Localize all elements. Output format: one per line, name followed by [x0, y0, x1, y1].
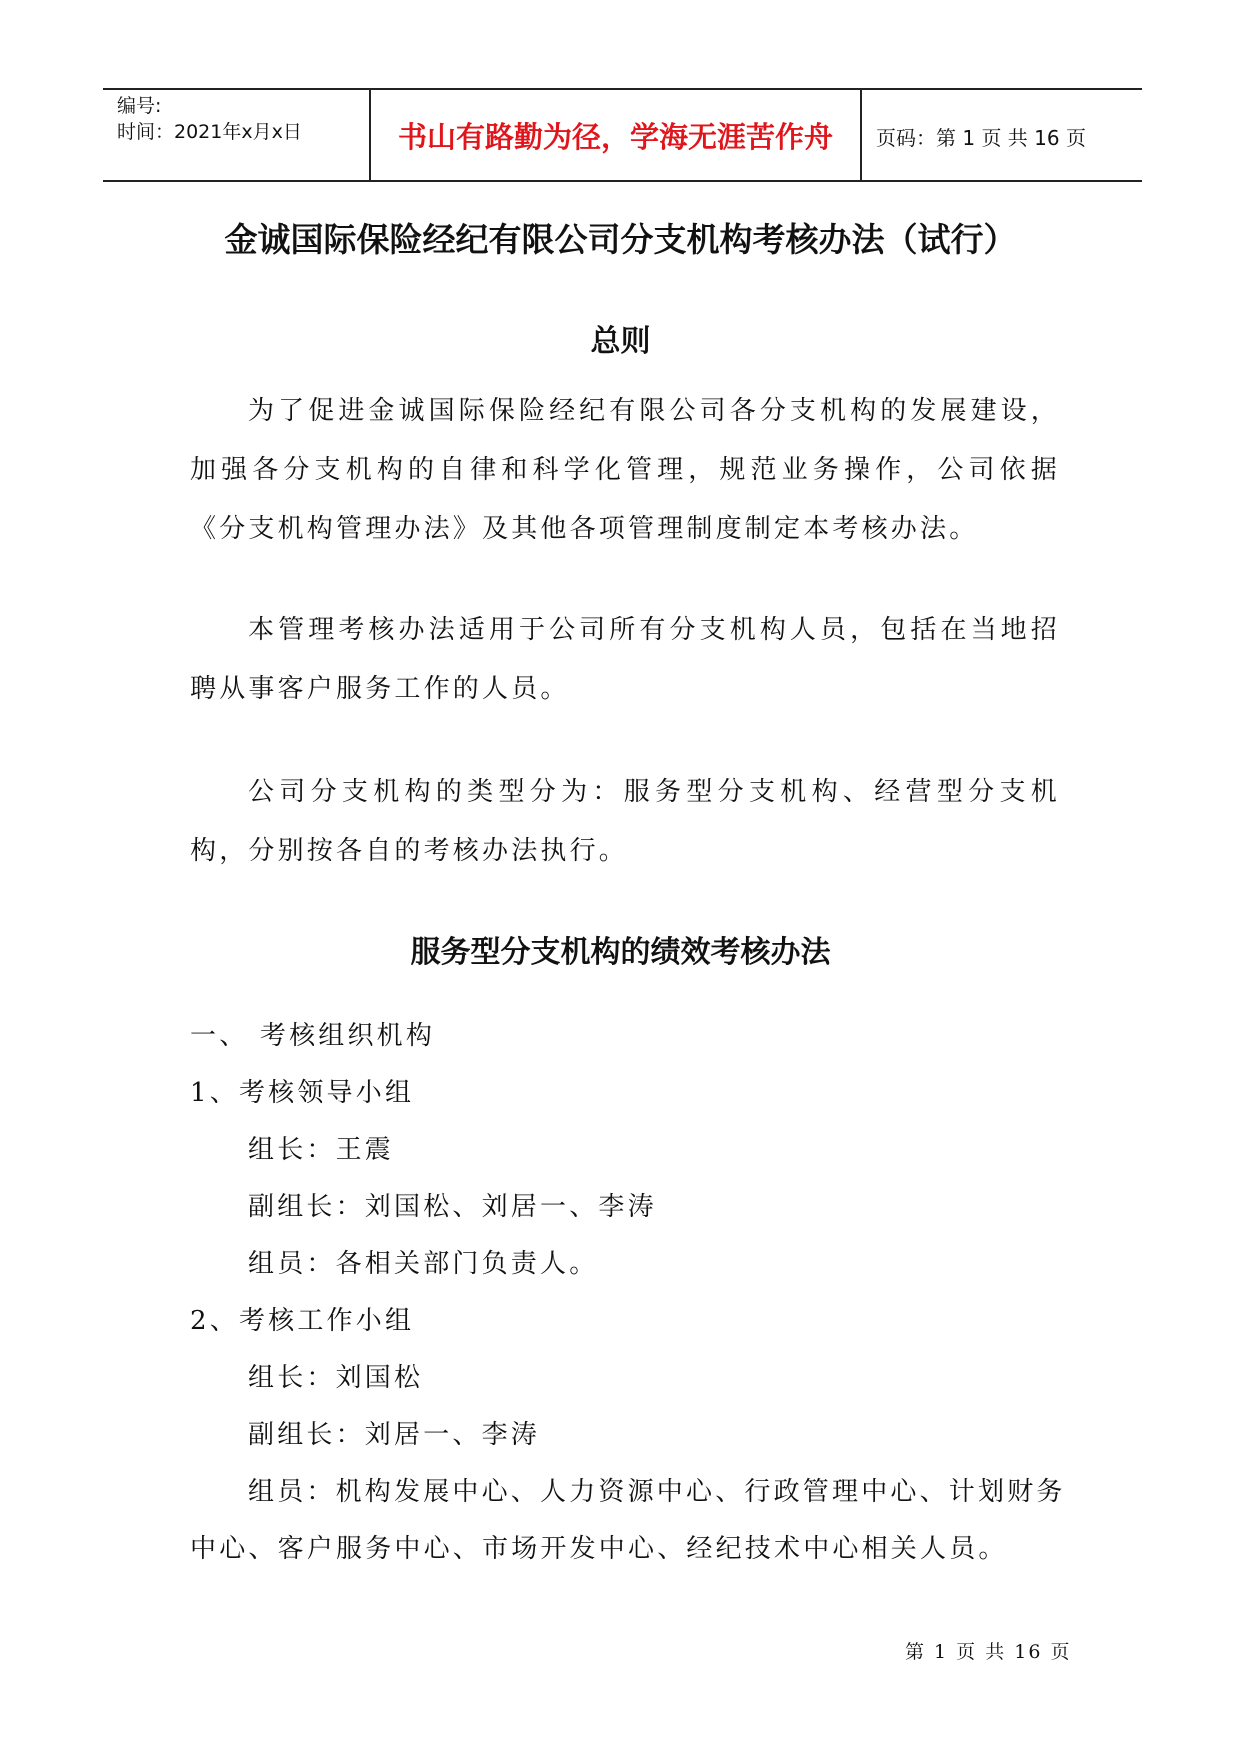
list-item-working-deputies: 副组长：刘居一、李涛	[248, 1420, 541, 1450]
general-heading: 总则	[590, 324, 651, 359]
header-table	[103, 88, 1142, 182]
paragraph-purpose: 为了促进金诚国际保险经纪有限公司各分支机构的发展建设，加强各分支机构的自律和科学化管理，规范业务操作，公司依据《分支机构管理办法》及其他各项管理制度制定本考核办法。	[190, 396, 1060, 544]
list-item-working-leader: 组长：刘国松	[248, 1363, 424, 1393]
paragraph-types: 公司分支机构的类型分为：服务型分支机构、经营型分支机构，分别按各自的考核办法执行。	[190, 777, 1060, 866]
list-item-working-members-line1: 组员：机构发展中心、人力资源中心、行政管理中心、计划财务	[248, 1477, 1066, 1507]
list-item-deputy-leaders: 副组长：刘国松、刘居一、李涛	[248, 1192, 657, 1222]
list-item-organization: 一、 考核组织机构	[190, 1021, 436, 1051]
list-item-leader: 组长：王震	[248, 1135, 395, 1165]
list-item-working-group: 2、考核工作小组	[190, 1306, 415, 1336]
document-number-label: 编号:	[117, 95, 162, 117]
page-footer-number: 第 1 页 共 16 页	[905, 1641, 1072, 1663]
list-item-members: 组员：各相关部门负责人。	[248, 1249, 599, 1279]
header-motto-cell	[369, 90, 862, 180]
document-date-label: 时间：2021年x月x日	[117, 121, 302, 143]
list-item-working-members-line2: 中心、客户服务中心、市场开发中心、经纪技术中心相关人员。	[190, 1534, 1008, 1564]
motto-text: 书山有路勤为径，学海无涯苦作舟	[397, 120, 833, 154]
header-page-code: 页码：第 1 页 共 16 页	[876, 126, 1086, 150]
header-page-cell	[862, 90, 1142, 180]
document-title: 金诚国际保险经纪有限公司分支机构考核办法（试行）	[224, 220, 1017, 259]
paragraph-scope: 本管理考核办法适用于公司所有分支机构人员，包括在当地招聘从事客户服务工作的人员。	[190, 615, 1060, 704]
header-info-cell	[103, 90, 369, 180]
list-item-leadership-group: 1、考核领导小组	[190, 1078, 415, 1108]
section-heading: 服务型分支机构的绩效考核办法	[410, 935, 831, 970]
